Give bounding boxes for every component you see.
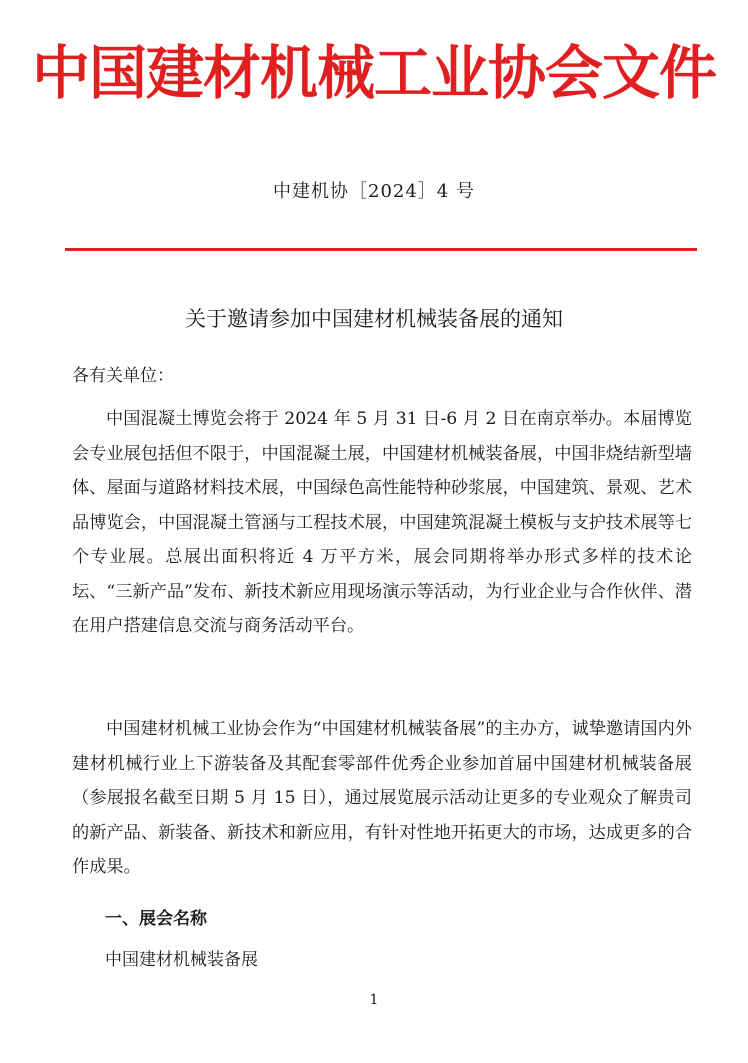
document-header-title: 中国建材机械工业协会文件 [31,39,716,107]
body-paragraph-2: 中国建材机械工业协会作为“中国建材机械装备展”的主办方，诚挚邀请国内外建材机械行业上下游装备及其配套零部件优秀企业参加首届中国建材机械装备展（参展报名截至日期 5 月 15 日），通过展览展示活动让更多的专业观众了解贵司的新产品、新装备、新技术和新应用，有针对性地开拓更大的市场，达成更多的合作成果。 [72,719,692,877]
addressee: 各有关单位： [72,366,174,386]
body-paragraph-1: 中国混凝土博览会将于 2024 年 5 月 31 日-6 月 2 日在南京举办。本届博览会专业展包括但不限于，中国混凝土展，中国建材机械装备展，中国非烧结新型墙体、屋面与道路材料技术展，中国绿色高性能特种砂浆展，中国建筑、景观、艺术品博览会，中国混凝土管涵与工程技术展，中国建筑混凝土模板与支护技术展等七个专业展。总展出面积将近 4 万平方米，展会同期将举办形式多样的技术论坛、“三新产品”发布、新技术新应用现场演示等活动，为行业企业与合作伙伴、潜在用户搭建信息交流与商务活动平台。 [72,409,692,636]
document-number: 中建机协［2024］4 号 [273,181,475,202]
header-divider-line [65,248,697,251]
section-heading-exhibition-name: 一、展会名称 [105,909,207,929]
section-content-exhibition-name: 中国建材机械装备展 [105,950,258,970]
notice-title: 关于邀请参加中国建材机械装备展的通知 [185,307,563,331]
page-number: 1 [369,992,379,1008]
